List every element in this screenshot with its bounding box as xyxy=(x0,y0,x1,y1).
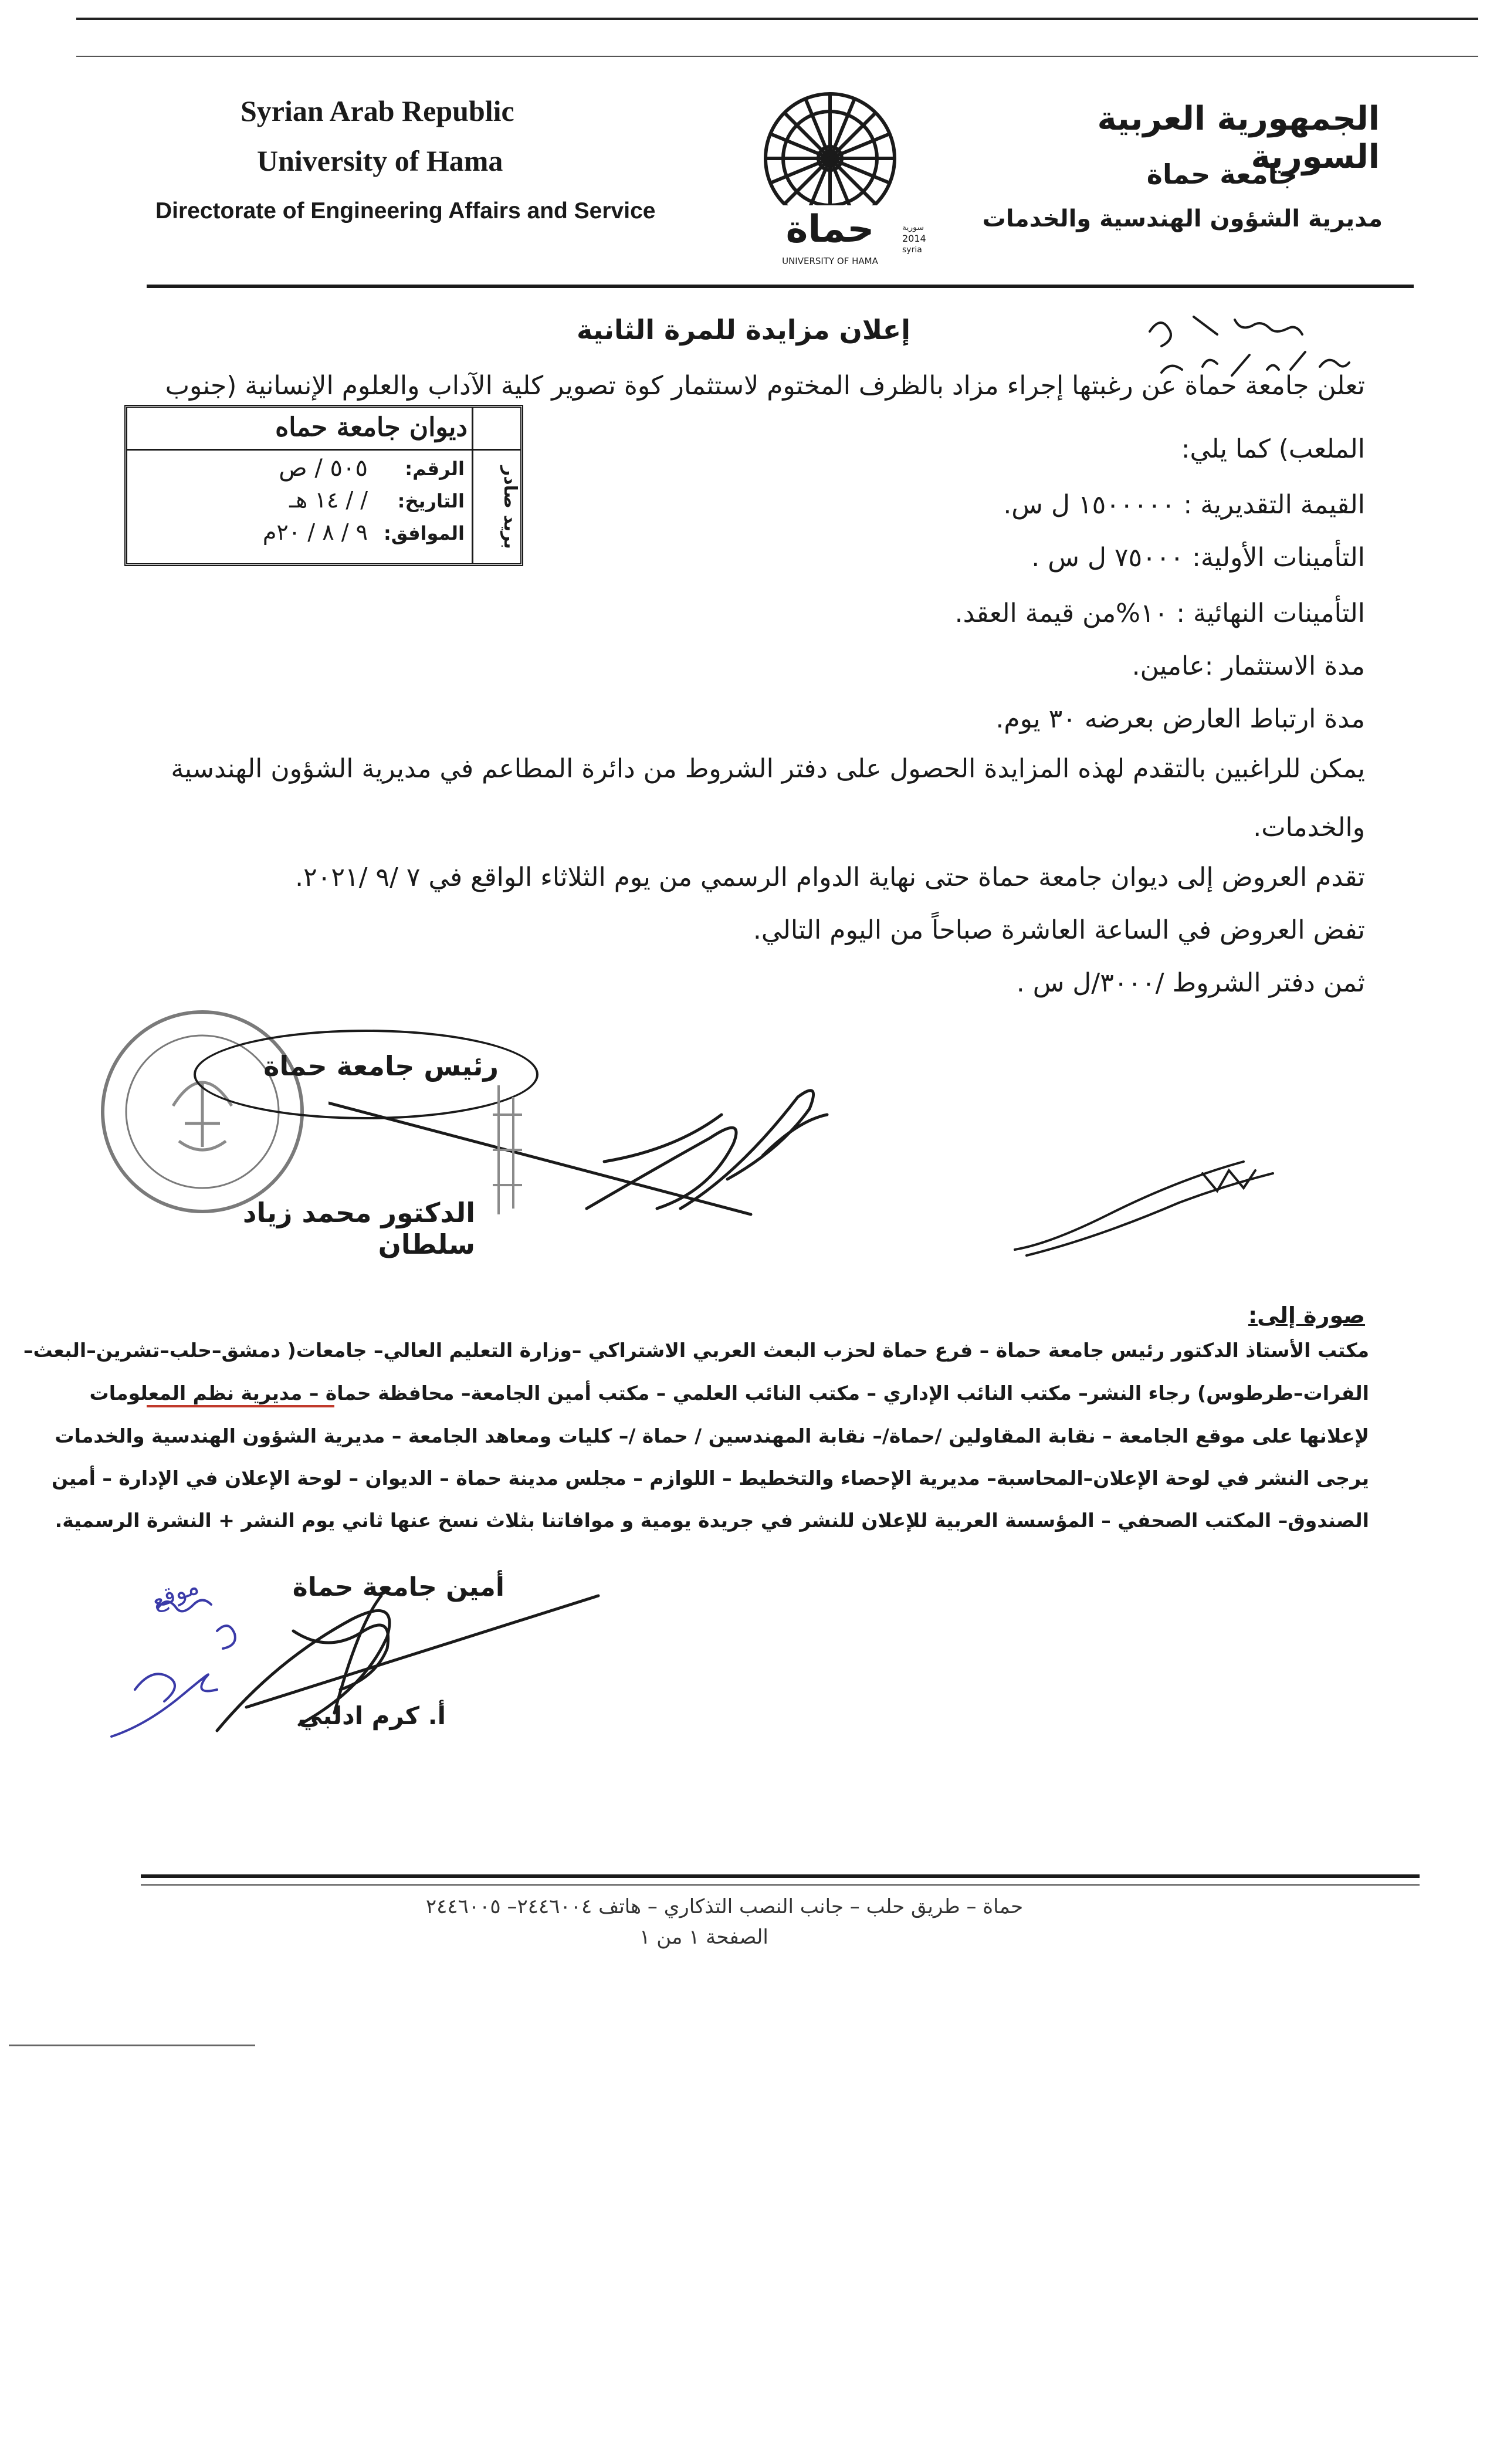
stamp-title: ديوان جامعة حماه xyxy=(275,412,468,442)
stamp-side-label: بريد صادر xyxy=(500,466,520,549)
header-divider xyxy=(147,285,1414,288)
cc-heading: صورة إلى: xyxy=(1248,1302,1365,1328)
svg-text:UNIVERSITY OF HAMA: UNIVERSITY OF HAMA xyxy=(782,256,878,266)
secretary-title: أمين جامعة حماة xyxy=(292,1572,504,1602)
president-name: الدكتور محمد زياد سلطان xyxy=(242,1197,475,1260)
footer-divider xyxy=(141,1874,1420,1878)
president-title: رئيس جامعة حماة xyxy=(263,1050,499,1082)
register-stamp xyxy=(124,405,523,566)
secretary-name: أ. كرم ادلبي xyxy=(297,1701,446,1730)
announcement-line-4: التأمينات الأولية: ٧٥٠٠٠ ل س . xyxy=(1031,543,1365,573)
svg-text:syria: syria xyxy=(902,245,922,255)
announcement-line-6: مدة الاستثمار :عامين. xyxy=(1132,651,1365,681)
handwritten-signed-note: موقع xyxy=(147,1572,203,1615)
header-en-country: Syrian Arab Republic xyxy=(241,94,514,127)
svg-text:2014: 2014 xyxy=(902,233,926,244)
cc-line-2: الفرات–طرطوس) رجاء النشر– مكتب النائب الإداري – مكتب النائب العلمي – مكتب أمين الجامعة– محافظة حماة – مديرية نظم المعلومات xyxy=(89,1382,1369,1404)
footer-page-number: الصفحة ١ من ١ xyxy=(639,1925,768,1949)
header-en-university: University of Hama xyxy=(257,144,503,177)
header-ar-university: جامعة حماة xyxy=(1146,158,1298,190)
stamp-number-label: الرقم: xyxy=(405,458,465,480)
svg-text:حماة: حماة xyxy=(785,208,875,251)
university-logo xyxy=(757,70,933,282)
stamp-hijri-label: الموافق: xyxy=(383,522,465,544)
footer-divider-secondary xyxy=(141,1884,1420,1886)
announcement-line-12: ثمن دفتر الشروط /٣٠٠٠/ل س . xyxy=(1016,968,1365,998)
announcement-line-1: تعلن جامعة حماة عن رغبتها إجراء مزاد بالظرف المختوم لاستثمار كوة تصوير كلية الآداب والعلوم الإنسانية (جنوب xyxy=(165,371,1365,401)
footer-address: حماة – طريق حلب – جانب النصب التذكاري – هاتف ٢٤٤٦٠٠٤– ٢٤٤٦٠٠٥ xyxy=(425,1895,1024,1918)
stamp-date-value: / / ١٤ هـ xyxy=(289,487,368,513)
announcement-line-11: تفض العروض في الساعة العاشرة صباحاً من اليوم التالي. xyxy=(753,915,1365,945)
top-rule-secondary xyxy=(76,56,1478,57)
red-underline xyxy=(147,1405,334,1407)
scan-edge-line xyxy=(9,2045,255,2046)
announcement-line-7: مدة ارتباط العارض بعرضه ٣٠ يوم. xyxy=(995,704,1365,734)
header-ar-country: الجمهورية العربية السورية xyxy=(1097,100,1380,176)
announcement-line-8: يمكن للراغبين بالتقدم لهذه المزايدة الحصول على دفتر الشروط من دائرة المطاعم في مديرية الشؤون الهندسية xyxy=(171,754,1365,784)
cc-line-5: الصندوق– المكتب الصحفي – المؤسسة العربية للإعلان للنشر في جريدة يومية و موافاتنا بثلاث نسخ عنها ثاني يوم النشر + النشرة الرسمية. xyxy=(55,1509,1369,1532)
announcement-line-9: والخدمات. xyxy=(1253,813,1365,842)
president-signature xyxy=(328,1079,886,1255)
stamp-hijri-value: ٩ / ٨ / ٢٠م xyxy=(262,519,368,545)
cc-line-1: مكتب الأستاذ الدكتور رئيس جامعة حماة – فرع حماة لحزب البعث العربي الاشتراكي –وزارة التعليم العالي– جامعات( دمشق–حلب–تشرين–البعث– xyxy=(23,1339,1369,1362)
cc-line-3: لإعلانها على موقع الجامعة – نقابة المقاولين /حماة/– نقابة المهندسين / حماة /– كليات ومعاهد الجامعة – مديرية الشؤون الهندسية والخدمات xyxy=(55,1424,1369,1447)
announcement-line-2: الملعب) كما يلي: xyxy=(1181,434,1365,464)
svg-text:سورية: سورية xyxy=(902,223,924,232)
header-ar-directorate: مديرية الشؤون الهندسية والخدمات xyxy=(982,205,1383,232)
announcement-line-10: تقدم العروض إلى ديوان جامعة حماة حتى نهاية الدوام الرسمي من يوم الثلاثاء الواقع في ٧ /٩ /٢٠٢١. xyxy=(295,862,1365,892)
cc-line-4: يرجى النشر في لوحة الإعلان–المحاسبة– مديرية الإحصاء والتخطيط – اللوازم – مجلس مدينة حماة – الديوان – لوحة الإعلان في الإدارة – أمين xyxy=(52,1467,1369,1490)
top-rule xyxy=(76,18,1478,20)
announcement-line-5: التأمينات النهائية : ١٠%من قيمة العقد. xyxy=(954,598,1365,628)
stamp-number-value: ٥٠٥ / ص xyxy=(279,455,368,482)
announcement-title: إعلان مزايدة للمرة الثانية xyxy=(577,314,910,346)
secondary-signature xyxy=(1009,1150,1291,1267)
stamp-date-label: التاريخ: xyxy=(397,490,465,512)
header-en-directorate: Directorate of Engineering Affairs and Service xyxy=(155,198,656,224)
announcement-line-3: القيمة التقديرية : ١٥٠٠٠٠٠ ل س. xyxy=(1003,490,1365,520)
vertical-seal-text xyxy=(487,1079,528,1220)
